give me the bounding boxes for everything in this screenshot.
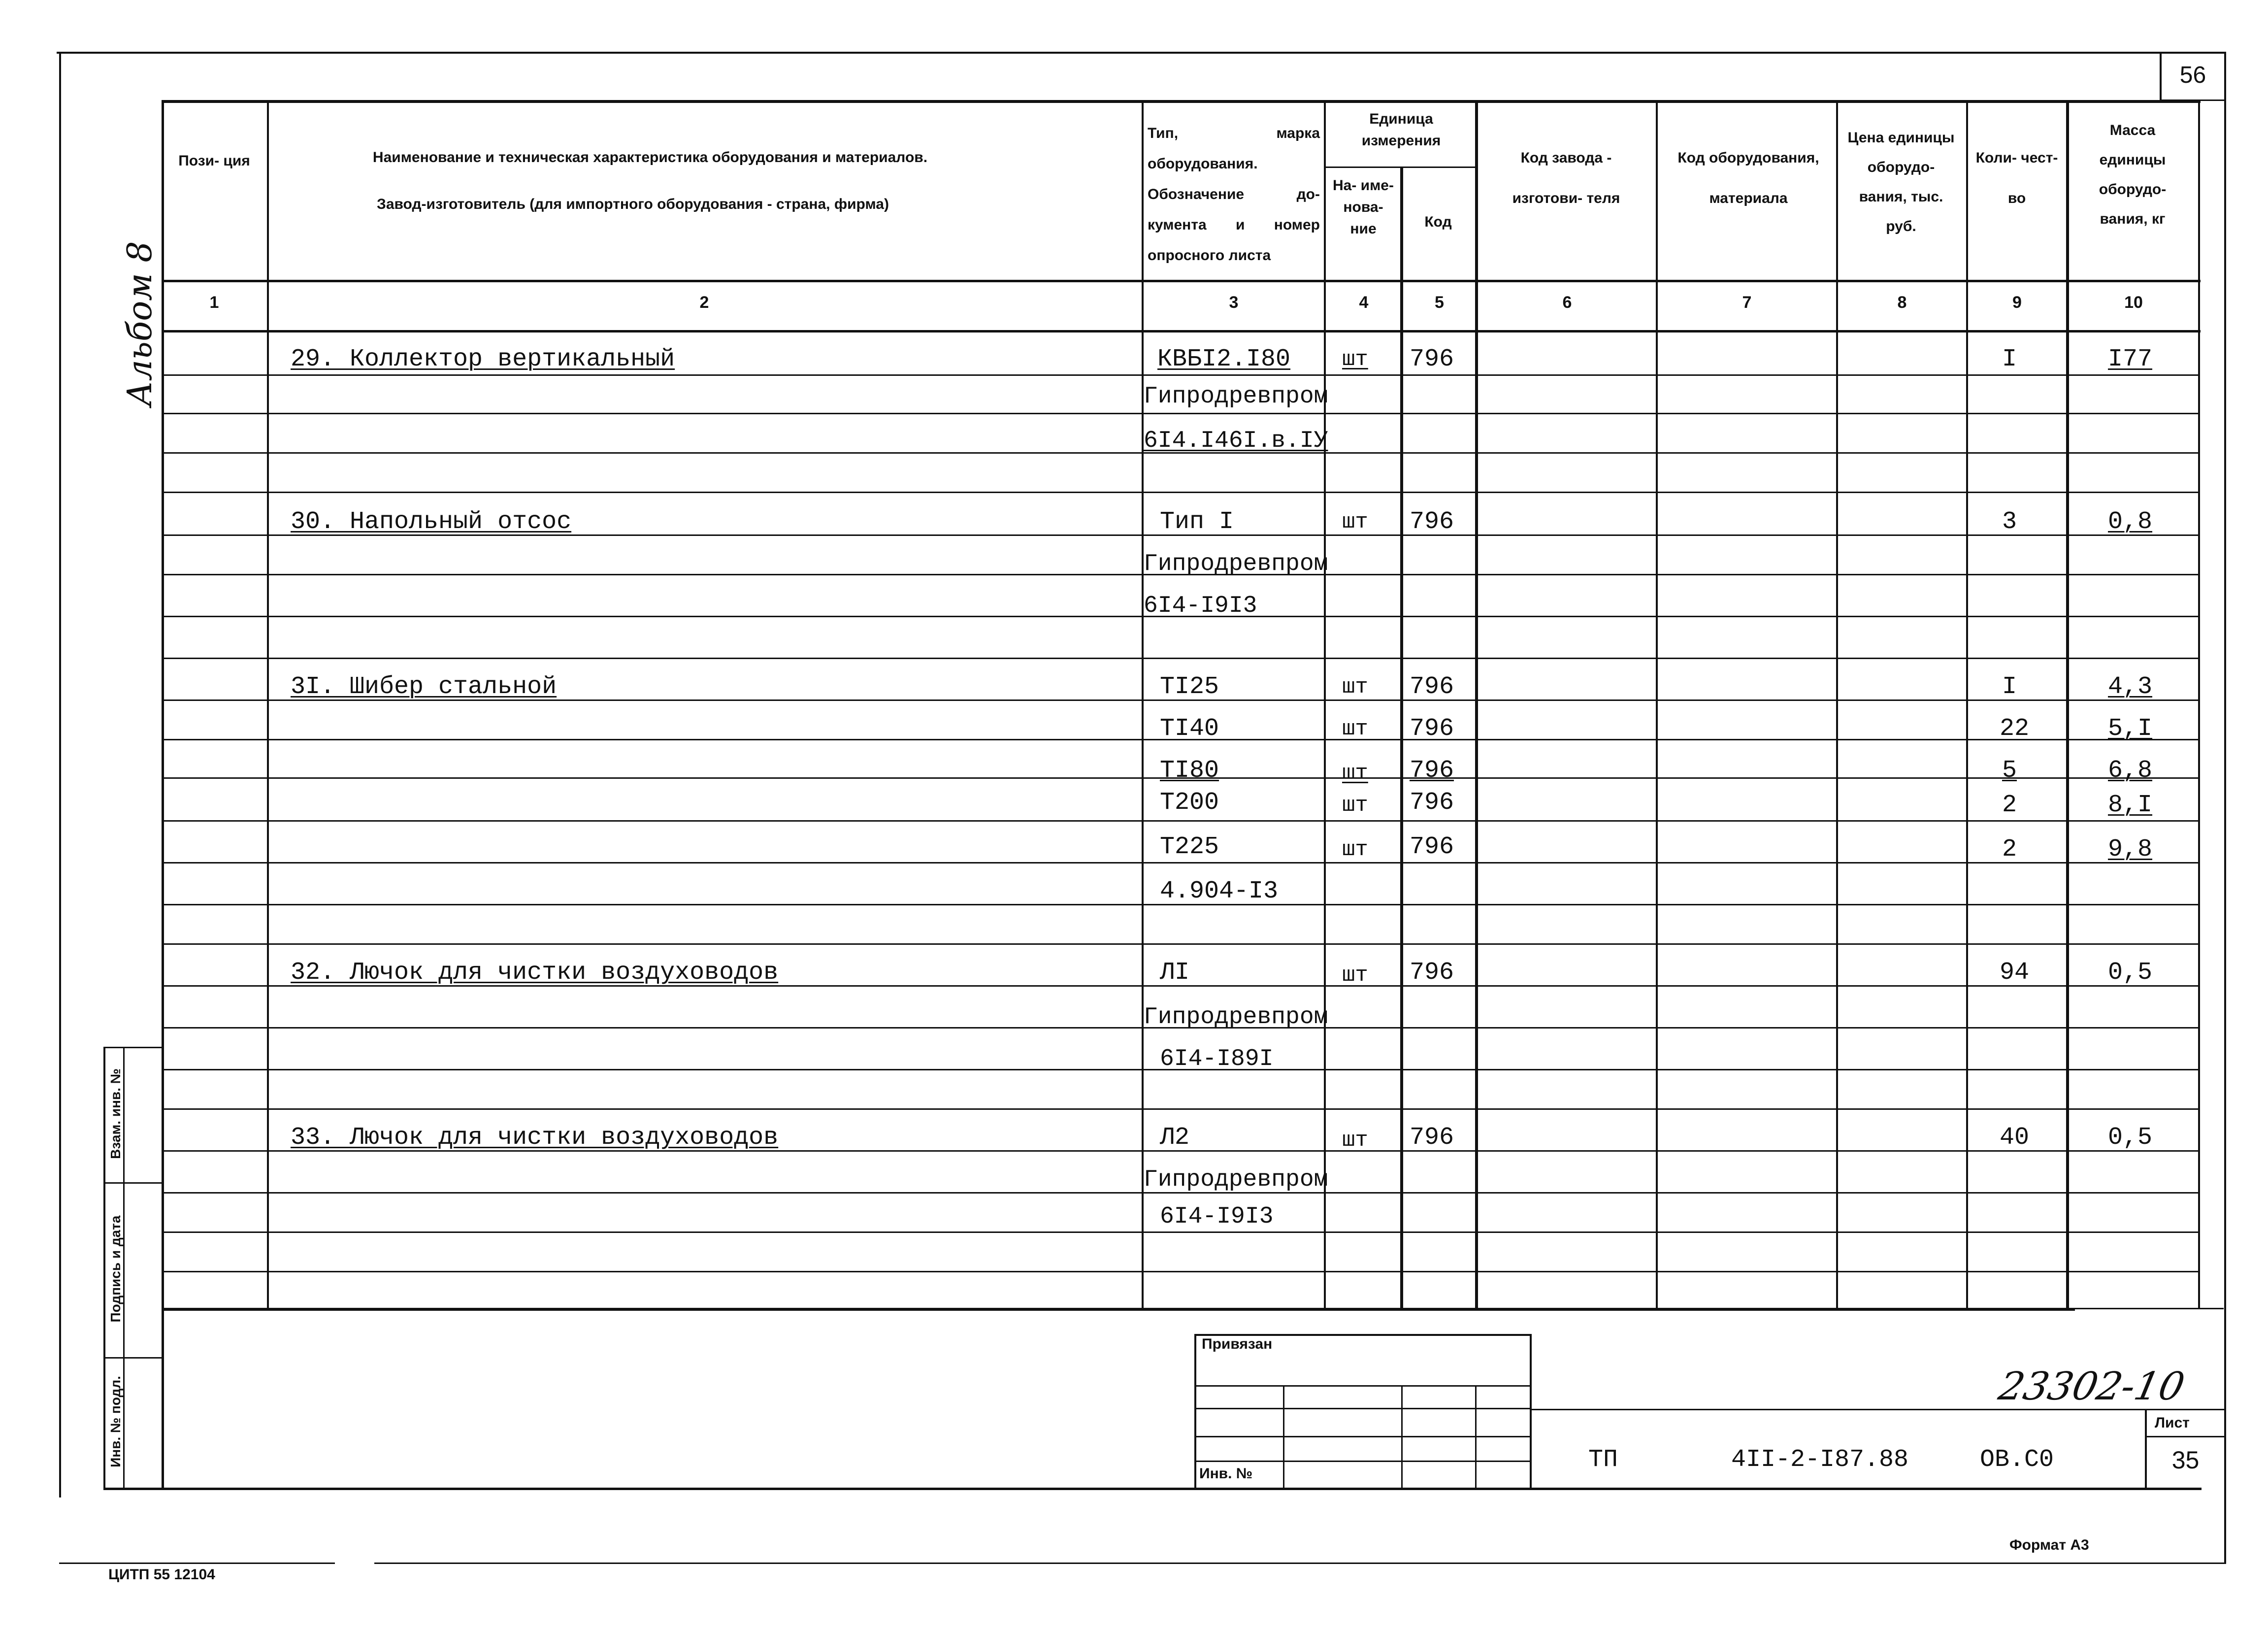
side-stamp-bottom — [103, 1488, 2202, 1490]
col-line-2 — [1142, 100, 1144, 1309]
item-32-type-3: 6I4-I89I — [1160, 1046, 1274, 1072]
colnum-1: 1 — [209, 293, 219, 312]
section-code: ОВ.С0 — [1980, 1446, 2054, 1474]
attach-box-left — [1194, 1334, 1196, 1489]
table-row-rule — [269, 777, 2198, 779]
position-row-rule — [164, 904, 267, 905]
table-row-rule — [269, 943, 2198, 945]
col-line-6 — [1656, 100, 1658, 1309]
doc-code: 4II-2-I87.88 — [1731, 1446, 1909, 1474]
position-row-rule — [164, 616, 267, 617]
side-label-signature-date: Подпись и дата — [108, 1215, 123, 1323]
position-row-rule — [164, 1027, 267, 1029]
header-type: Тип, марка оборудования. Обозначение до- кумента и номер опросного листа — [1148, 125, 1320, 264]
position-row-rule — [164, 739, 267, 740]
table-row-rule — [269, 1271, 2198, 1272]
position-row-rule — [164, 777, 267, 779]
item-29-type-1: КВБI2.I80 — [1157, 345, 1291, 373]
colnum-10: 10 — [2124, 293, 2143, 312]
item-31-sub5-mass: 9,8 — [2108, 835, 2153, 864]
position-row-rule — [164, 862, 267, 864]
attach-box-right — [1530, 1334, 1532, 1489]
col-line-1 — [267, 100, 269, 1309]
table-row-rule — [269, 413, 2198, 414]
col-line-8 — [1966, 100, 1968, 1309]
inv-no-label: Инв. № — [1199, 1465, 1253, 1482]
item-32-name: 32. Лючок для чистки воздуховодов — [291, 959, 779, 987]
position-row-rule — [164, 658, 267, 659]
header-unit-code: Код — [1424, 214, 1452, 230]
item-32-type-1: ЛI — [1160, 959, 1190, 987]
item-31-sub4-mass: 8,I — [2108, 791, 2153, 819]
position-row-rule — [164, 985, 267, 987]
item-31-sub1-type: TI25 — [1160, 673, 1219, 701]
col-line-7 — [1836, 100, 1838, 1309]
position-row-rule — [164, 1271, 267, 1272]
album-label: Альбом 8 — [121, 241, 160, 406]
table-colnum-bottom — [162, 330, 2201, 332]
item-31-sub2-type: TI40 — [1160, 715, 1219, 743]
col-line-3 — [1324, 100, 1326, 1309]
header-unit-group: Единица измерения — [1361, 111, 1441, 149]
position-row-rule — [164, 492, 267, 493]
item-31-sub2-unit: шт — [1342, 717, 1368, 741]
item-31-sub1-code: 796 — [1410, 673, 1454, 701]
item-33-type-3: 6I4-I9I3 — [1160, 1203, 1274, 1230]
item-31-sub1-mass: 4,3 — [2108, 673, 2153, 701]
header-price: Цена единицы оборудо- вания, тыс. руб. — [1847, 130, 1955, 234]
col-line-5 — [1475, 100, 1478, 1309]
outer-frame-left — [59, 52, 61, 1497]
item-30-mass: 0,8 — [2108, 508, 2153, 536]
sheet-number: 35 — [2171, 1446, 2200, 1474]
format-label: Формат А3 — [2009, 1537, 2089, 1553]
item-31-sub3-mass: 6,8 — [2108, 757, 2153, 785]
colnum-2: 2 — [699, 293, 709, 312]
item-31-sub2-code: 796 — [1410, 715, 1454, 743]
item-33-qty: 40 — [2000, 1124, 2030, 1152]
item-30-code: 796 — [1410, 508, 1454, 536]
side-label-replace-inv: Взам. инв. № — [108, 1068, 123, 1159]
position-row-rule — [164, 413, 267, 414]
table-bottom-right — [2066, 1308, 2224, 1309]
item-31-sub5-code: 796 — [1410, 833, 1454, 861]
table-row-rule — [269, 492, 2198, 493]
position-row-rule — [164, 452, 267, 454]
item-33-name: 33. Лючок для чистки воздуховодов — [291, 1124, 779, 1152]
item-31-sub3-unit: шт — [1342, 761, 1368, 786]
item-32-mass: 0,5 — [2108, 959, 2153, 987]
attach-row-3 — [1194, 1436, 1532, 1437]
item-30-type-3: 6I4-I9I3 — [1144, 593, 1257, 619]
header-name-line2: Завод-изготовитель (для импортного оборудования - страна, фирма) — [377, 196, 889, 212]
attach-row-4 — [1194, 1461, 1532, 1462]
header-factory-code: Код завода - изготови- теля — [1512, 150, 1620, 206]
item-33-code: 796 — [1410, 1124, 1454, 1152]
col-line-10 — [2198, 100, 2200, 1309]
header-equipment-code: Код оборудования, материала — [1677, 150, 1819, 206]
item-29-mass: I77 — [2108, 345, 2153, 373]
side-stamp-left — [103, 1047, 105, 1489]
item-30-qty: 3 — [2002, 508, 2017, 536]
header-quantity: Коли- чест- во — [1975, 150, 2058, 206]
item-31-sub5-qty: 2 — [2002, 835, 2017, 864]
position-row-rule — [164, 1069, 267, 1070]
item-31-sub4-qty: 2 — [2002, 791, 2017, 819]
position-row-rule — [164, 374, 267, 376]
colnum-5: 5 — [1435, 293, 1444, 312]
item-31-sub3-code: 796 — [1410, 757, 1454, 785]
item-31-doc: 4.904-I3 — [1160, 877, 1279, 905]
table-row-rule — [269, 1231, 2198, 1233]
table-row-rule — [269, 1108, 2198, 1110]
item-32-unit: шт — [1342, 963, 1368, 988]
item-29-code: 796 — [1410, 345, 1454, 373]
item-33-unit: шт — [1342, 1128, 1368, 1153]
item-30-name: 30. Напольный отсос — [291, 508, 572, 536]
outer-frame-bottom — [374, 1563, 2226, 1564]
attach-row-1 — [1194, 1385, 1532, 1387]
position-row-rule — [164, 1231, 267, 1233]
col-line-left — [162, 100, 164, 1489]
sheet-label: Лист — [2155, 1415, 2190, 1431]
header-mass: Масса единицы оборудо- вания, кг — [2099, 122, 2167, 227]
position-row-rule — [164, 1150, 267, 1152]
attach-col-3 — [1475, 1385, 1477, 1489]
position-row-rule — [164, 820, 267, 822]
item-32-type-2: Гипродревпром — [1144, 1004, 1328, 1031]
table-row-rule — [269, 739, 2198, 740]
attach-col-1 — [1283, 1385, 1284, 1489]
table-bottom — [162, 1308, 2075, 1311]
item-32-code: 796 — [1410, 959, 1454, 987]
outer-frame-top — [57, 52, 2226, 54]
item-29-name: 29. Коллектор вертикальный — [291, 345, 675, 373]
colnum-4: 4 — [1359, 293, 1369, 312]
position-row-rule — [164, 574, 267, 575]
item-33-type-1: Л2 — [1160, 1124, 1190, 1152]
item-30-type-1: Тип I — [1160, 508, 1234, 536]
item-31-sub1-unit: шт — [1342, 675, 1368, 699]
position-row-rule — [164, 943, 267, 945]
table-row-rule — [269, 658, 2198, 659]
table-header-bottom — [162, 280, 2201, 282]
sheet-box-left — [2145, 1409, 2147, 1489]
item-30-unit: шт — [1342, 510, 1368, 534]
outer-frame-right — [2224, 52, 2226, 1564]
position-row-rule — [164, 1108, 267, 1110]
position-row-rule — [164, 534, 267, 536]
attach-col-2 — [1401, 1385, 1403, 1489]
title-block-top — [1530, 1409, 2224, 1410]
item-31-sub1-qty: I — [2002, 673, 2017, 701]
colnum-3: 3 — [1229, 293, 1239, 312]
item-33-mass: 0,5 — [2108, 1124, 2153, 1152]
item-31-sub4-type: T200 — [1160, 789, 1219, 817]
table-top — [162, 100, 2201, 103]
colnum-7: 7 — [1742, 293, 1752, 312]
attach-row-2 — [1194, 1408, 1532, 1409]
header-name-line1: Наименование и техническая характеристика оборудования и материалов. — [372, 149, 928, 166]
item-31-sub2-qty: 22 — [2000, 715, 2030, 743]
footer-rule — [59, 1563, 335, 1564]
header-position: Пози- ция — [178, 153, 250, 169]
item-31-sub4-code: 796 — [1410, 789, 1454, 817]
colnum-9: 9 — [2012, 293, 2022, 312]
footer-code: ЦИТП 55 12104 — [108, 1566, 215, 1583]
item-29-type-3: 6I4.I46I.в.IУ — [1144, 428, 1328, 454]
item-31-sub2-mass: 5,I — [2108, 715, 2153, 743]
item-29-unit: шт — [1342, 347, 1368, 372]
item-29-qty: I — [2002, 345, 2017, 373]
side-stamp-div1 — [103, 1182, 163, 1184]
sheet-box-mid — [2145, 1436, 2225, 1437]
item-31-sub5-type: T225 — [1160, 833, 1219, 861]
item-32-qty: 94 — [2000, 959, 2030, 987]
item-30-type-2: Гипродревпром — [1144, 551, 1328, 577]
header-unit-name: На- име- нова- ние — [1333, 177, 1394, 237]
colnum-6: 6 — [1562, 293, 1572, 312]
item-31-sub3-qty: 5 — [2002, 757, 2017, 785]
col-line-9 — [2066, 100, 2069, 1309]
colnum-8: 8 — [1897, 293, 1907, 312]
position-row-rule — [164, 699, 267, 701]
page-number: 56 — [2179, 62, 2206, 88]
unit-group-divider — [1324, 166, 1478, 168]
item-33-type-2: Гипродревпром — [1144, 1166, 1328, 1193]
table-row-rule — [269, 820, 2198, 822]
table-row-rule — [269, 699, 2198, 701]
item-31-name: 3I. Шибер стальной — [291, 673, 557, 701]
tp-label: ТП — [1588, 1446, 1618, 1474]
page-number-box-left — [2160, 52, 2162, 101]
handwritten-number: 23302-10 — [1995, 1364, 2189, 1409]
item-29-type-2: Гипродревпром — [1144, 383, 1328, 410]
item-31-sub3-type: TI80 — [1160, 757, 1219, 785]
attached-label: Привязан — [1202, 1336, 1273, 1352]
table-row-rule — [269, 862, 2198, 864]
item-31-sub4-unit: шт — [1342, 793, 1368, 818]
table-row-rule — [269, 374, 2198, 376]
item-31-sub5-unit: шт — [1342, 837, 1368, 862]
position-row-rule — [164, 1192, 267, 1194]
side-label-inv-original: Инв. № подл. — [108, 1376, 123, 1467]
